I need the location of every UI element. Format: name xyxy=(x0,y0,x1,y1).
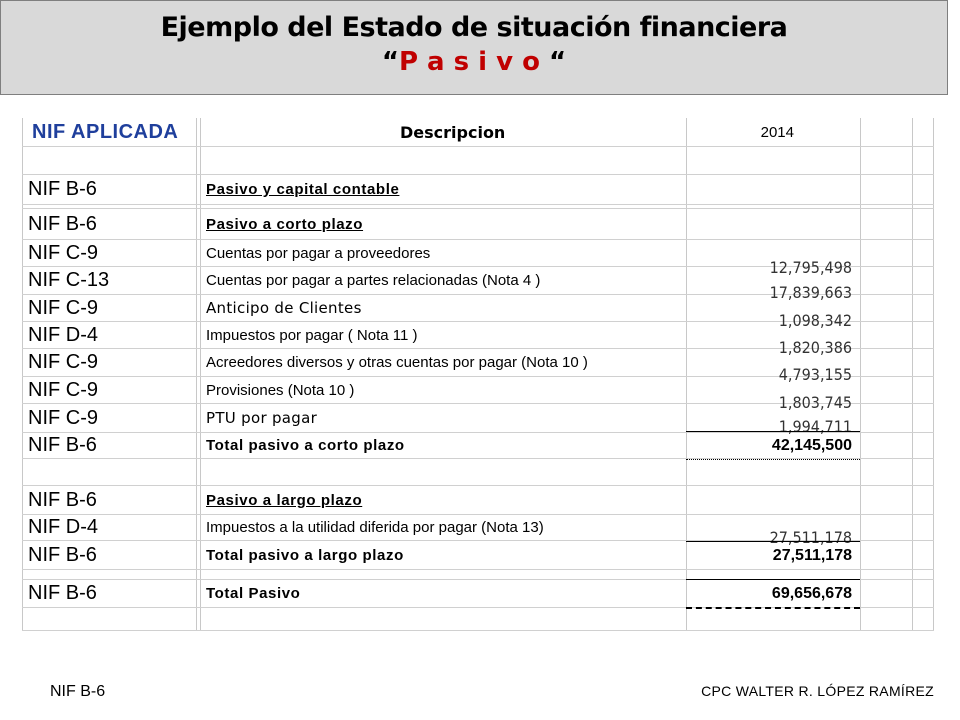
title-banner xyxy=(0,0,948,95)
row-description: Impuestos por pagar ( Nota 11 ) xyxy=(206,326,418,344)
table-row xyxy=(22,295,934,330)
row-nif: NIF C-9 xyxy=(28,351,98,373)
row-nif: NIF B-6 xyxy=(28,178,97,200)
header-year: 2014 xyxy=(760,123,794,141)
header-nif: NIF APLICADA xyxy=(32,120,179,143)
footer-author: CPC WALTER R. LÓPEZ RAMÍREZ xyxy=(701,683,934,699)
table-row xyxy=(22,515,934,547)
row-nif: NIF C-9 xyxy=(28,241,98,264)
table-row-empty xyxy=(22,147,934,175)
subtitle-open-quote: “ xyxy=(381,47,399,77)
row-amount: 27,511,178 xyxy=(772,546,852,564)
row-description: Pasivo a corto plazo xyxy=(206,215,364,233)
row-description: Provisiones (Nota 10 ) xyxy=(206,381,355,399)
row-description: Impuestos a la utilidad diferida por pagar (Nota 13) xyxy=(206,519,544,536)
page-title: Ejemplo del Estado de situación financiera xyxy=(160,12,788,43)
row-nif: NIF C-9 xyxy=(28,378,98,401)
row-amount: 1,098,342 xyxy=(778,310,852,330)
row-description: Pasivo a largo plazo xyxy=(206,491,363,509)
table-row-empty xyxy=(22,460,934,486)
row-amount: 42,145,500 xyxy=(771,436,852,454)
subtitle-close-quote: “ xyxy=(540,47,567,77)
row-description: Total pasivo a corto plazo xyxy=(206,437,405,454)
table-row-empty xyxy=(22,608,934,631)
row-amount: 1,994,711 xyxy=(778,416,852,436)
row-description: Total Pasivo xyxy=(206,585,301,602)
table-row xyxy=(22,349,934,384)
subtitle-word: P a s i v o xyxy=(398,47,540,77)
table-row xyxy=(22,209,934,240)
row-description: PTU por pagar xyxy=(206,409,318,427)
header-description: Descripcion xyxy=(400,122,506,142)
financial-table xyxy=(22,118,934,631)
table-row xyxy=(22,404,934,436)
row-nif: NIF B-6 xyxy=(28,212,97,235)
table-row xyxy=(22,240,934,277)
row-description: Total pasivo a largo plazo xyxy=(206,547,404,564)
row-amount: 69,656,678 xyxy=(771,584,852,602)
table-row xyxy=(22,377,934,412)
row-description: Anticipo de Clientes xyxy=(206,299,362,317)
row-amount: 27,511,178 xyxy=(769,528,852,547)
table-row xyxy=(22,267,934,302)
table-row-total xyxy=(22,433,934,459)
row-nif: NIF C-9 xyxy=(28,406,98,429)
table-row-total xyxy=(22,542,934,570)
row-description: Cuentas por pagar a proveedores xyxy=(206,244,431,262)
row-nif: NIF D-4 xyxy=(28,323,98,346)
table-row xyxy=(22,175,934,205)
row-amount: 4,793,155 xyxy=(778,365,852,384)
row-nif: NIF B-6 xyxy=(28,434,97,456)
row-nif: NIF C-9 xyxy=(28,296,98,319)
table-row-grand-total xyxy=(22,580,934,608)
row-amount: 17,839,663 xyxy=(769,283,852,302)
row-description: Cuentas por pagar a partes relacionadas (Nota 4 ) xyxy=(206,272,541,289)
row-nif: NIF B-6 xyxy=(28,544,97,566)
table-header xyxy=(22,118,934,147)
row-nif: NIF B-6 xyxy=(28,488,97,511)
row-nif: NIF B-6 xyxy=(28,582,97,604)
row-amount: 1,820,386 xyxy=(778,337,852,357)
row-amount: 1,803,745 xyxy=(778,392,852,412)
table-row xyxy=(22,322,934,357)
row-description: Acreedores diversos y otras cuentas por pagar (Nota 10 ) xyxy=(206,354,588,371)
row-nif: NIF D-4 xyxy=(28,516,98,538)
row-nif: NIF C-13 xyxy=(28,269,110,291)
subtotal-rule xyxy=(686,431,860,432)
page-subtitle xyxy=(1,45,947,79)
row-amount: 12,795,498 xyxy=(769,257,852,277)
footer-standard: NIF B-6 xyxy=(50,683,106,700)
table-row xyxy=(22,486,934,515)
row-description: Pasivo y capital contable xyxy=(206,181,400,198)
